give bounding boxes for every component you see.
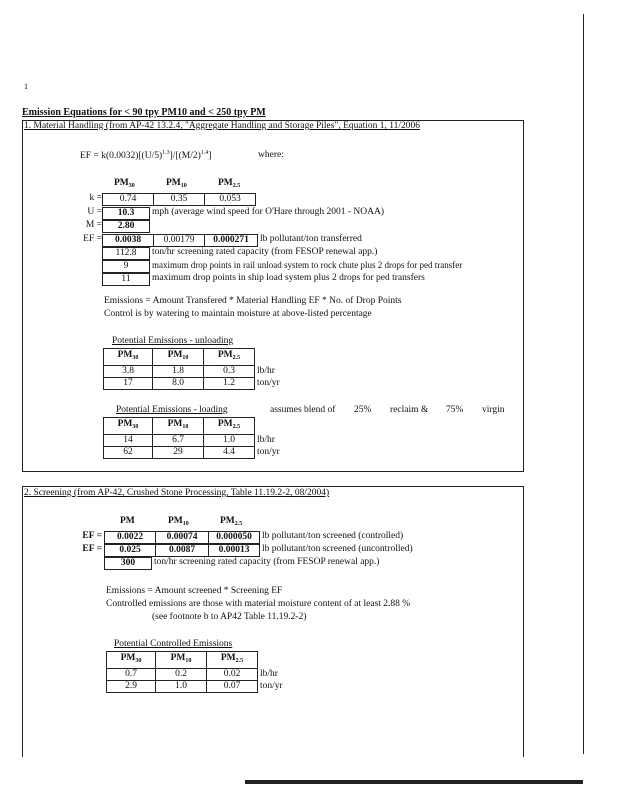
s2-unit-tpy: ton/yr (260, 681, 283, 691)
eq-part-b: ]/[(M/2) (169, 151, 201, 162)
ef-pm10: 0.00179 (153, 234, 205, 247)
s2-control-note-1: Controlled emissions are those with material moisture content of at least 2.88 % (106, 599, 411, 609)
unload-h-pm30: $PM_{30}$ (104, 349, 153, 366)
s1-col-pm25: $PM_{2.5}$ (218, 178, 241, 189)
load-lbhr-pm10: 6.7 (153, 435, 204, 447)
load-unit-tpy: ton/yr (257, 447, 280, 457)
s2-ef-u-label: EF = (82, 544, 102, 554)
unload-lbhr-pm30: 3.8 (104, 366, 153, 378)
bottom-bar (245, 780, 583, 784)
load-title: Potential Emissions - loading (116, 405, 228, 415)
load-unit-lbhr: lb/hr (257, 435, 275, 445)
s2-ef-c-pm10: 0.00074 (155, 531, 209, 544)
s2-h-pm25: $PM_{2.5}$ (207, 652, 258, 669)
s2-ef-c-label: EF = (82, 531, 102, 541)
blend-text-a: assumes blend of (270, 405, 336, 415)
load-h-pm30: $PM_{30}$ (104, 418, 153, 435)
k-pm30: 0.74 (102, 193, 154, 206)
s2-control-note-2: (see footnote b to AP42 Table 11.19.2-2) (152, 612, 307, 622)
s2-ef-u-pm10: 0.0087 (155, 544, 209, 557)
u-value: 10.3 (102, 207, 150, 220)
ef-pm30: 0.0038 (102, 234, 154, 247)
s1-control-note: Control is by watering to maintain moisture at above-listed percentage (104, 309, 372, 319)
unload-title: Potential Emissions - unloading (112, 336, 234, 346)
k-pm10: 0.35 (153, 193, 205, 206)
s2-ef-c-pm25: 0.000050 (208, 531, 260, 544)
u-label: U = (87, 207, 102, 217)
unload-tpy-pm10: 8.0 (153, 378, 204, 390)
s1-col-pm10: $PM_{10}$ (166, 178, 187, 189)
s2-tpy-pm25: 0.07 (207, 681, 258, 693)
m-value: 2.80 (102, 220, 150, 233)
unload-h-pm25: $PM_{2.5}$ (204, 349, 255, 366)
capacity-value: 112.8 (102, 247, 150, 260)
s2-ef-c-pm: 0.0022 (104, 531, 156, 544)
k-label: k = (89, 193, 102, 203)
right-margin-line (583, 14, 584, 754)
s2-lbhr-pm30: 0.7 (107, 669, 156, 681)
load-h-pm25: $PM_{2.5}$ (204, 418, 255, 435)
ship-drops-desc: maximum drop points in ship load system plus 2 drops for ped transfers (152, 273, 425, 283)
blend-text-c: virgin (482, 405, 505, 415)
s2-ef-u-pm25: 0.00013 (208, 544, 260, 557)
unload-table (103, 348, 282, 390)
blend-pct1: 25% (354, 405, 372, 415)
load-h-pm10: $PM_{10}$ (153, 418, 204, 435)
s2-capacity-value: 300 (104, 557, 152, 570)
ef-pm25: 0.000271 (204, 234, 258, 247)
ef-label: EF = (83, 234, 102, 244)
where-label: where: (258, 150, 284, 160)
s2-unit-lbhr: lb/hr (260, 669, 278, 679)
s2-ef-u-pm: 0.025 (104, 544, 156, 557)
s2-ef-u-unit: lb pollutant/ton screened (uncontrolled) (262, 544, 413, 554)
eq-part-a: EF = k(0.0032)[(U/5) (80, 151, 163, 162)
ship-drops-value: 11 (102, 273, 150, 286)
unload-tpy-pm25: 1.2 (204, 378, 255, 390)
s2-title: 2. Screening (from AP-42, Crushed Stone Processing, Table 11.19.2-2, 08/2004) (24, 488, 330, 498)
load-table (103, 417, 282, 459)
rail-drops-value: 9 (102, 260, 150, 273)
s1-title: 1. Material Handling (from AP-42 13.2.4, "Aggregate Handling and Storage Piles", Equation 1, 11/2006 (24, 121, 421, 131)
eq-part-c: ] (208, 151, 212, 162)
m-label: M = (85, 220, 102, 230)
k-pm25: 0.053 (204, 193, 256, 206)
s2-ef-c-unit: lb pollutant/ton screened (controlled) (262, 531, 404, 541)
unload-unit-tpy: ton/yr (257, 378, 280, 388)
ef-unit: lb pollutant/ton transferred (260, 234, 362, 244)
unload-lbhr-pm10: 1.8 (153, 366, 204, 378)
unload-unit-lbhr: lb/hr (257, 366, 275, 376)
s2-lbhr-pm10: 0.2 (156, 669, 207, 681)
unload-lbhr-pm25: 0.3 (204, 366, 255, 378)
capacity-desc: ton/hr screening rated capacity (from FESOP renewal app.) (152, 247, 378, 257)
s2-h-pm30: $PM_{30}$ (107, 652, 156, 669)
s2-h-pm10: $PM_{10}$ (156, 652, 207, 669)
s2-col-pm10: $PM_{10}$ (168, 516, 189, 527)
s2-col-pm: PM (120, 516, 135, 526)
load-tpy-pm25: 4.4 (204, 447, 255, 459)
s2-emissions-eq: Emissions = Amount screened * Screening EF (106, 586, 283, 596)
load-tpy-pm30: 62 (104, 447, 153, 459)
page-heading: Emission Equations for < 90 tpy PM10 and < 250 tpy PM (22, 107, 266, 118)
rail-drops-desc: maximum drop points in rail unload system to rock chute plus 2 drops for ped transfer (152, 260, 463, 270)
load-tpy-pm10: 29 (153, 447, 204, 459)
eq-exp-2: 1.4 (200, 150, 209, 156)
u-desc: mph (average wind speed for O'Hare through 2001 - NOAA) (152, 207, 385, 217)
unload-tpy-pm30: 17 (104, 378, 153, 390)
load-lbhr-pm25: 1.0 (204, 435, 255, 447)
s1-emissions-eq: Emissions = Amount Transfered * Material Handling EF * No. of Drop Points (104, 296, 402, 306)
margin-mark: 1 (24, 82, 28, 91)
blend-text-b: reclaim & (390, 405, 429, 415)
unload-h-pm10: $PM_{10}$ (153, 349, 204, 366)
s2-col-pm25: $PM_{2.5}$ (220, 516, 243, 527)
load-lbhr-pm30: 14 (104, 435, 153, 447)
s2-tpy-pm10: 1.0 (156, 681, 207, 693)
s2-pot-table (106, 651, 285, 693)
eq-exp-1: 1.3 (162, 150, 170, 156)
blend-pct2: 75% (446, 405, 464, 415)
s1-equation (80, 150, 211, 161)
s2-lbhr-pm25: 0.02 (207, 669, 258, 681)
s2-capacity-desc: ton/hr screening rated capacity (from FESOP renewal app.) (154, 557, 380, 567)
s1-col-pm30: $PM_{30}$ (114, 178, 135, 189)
s2-pot-title: Potential Controlled Emissions (114, 639, 233, 649)
s2-tpy-pm30: 2.9 (107, 681, 156, 693)
